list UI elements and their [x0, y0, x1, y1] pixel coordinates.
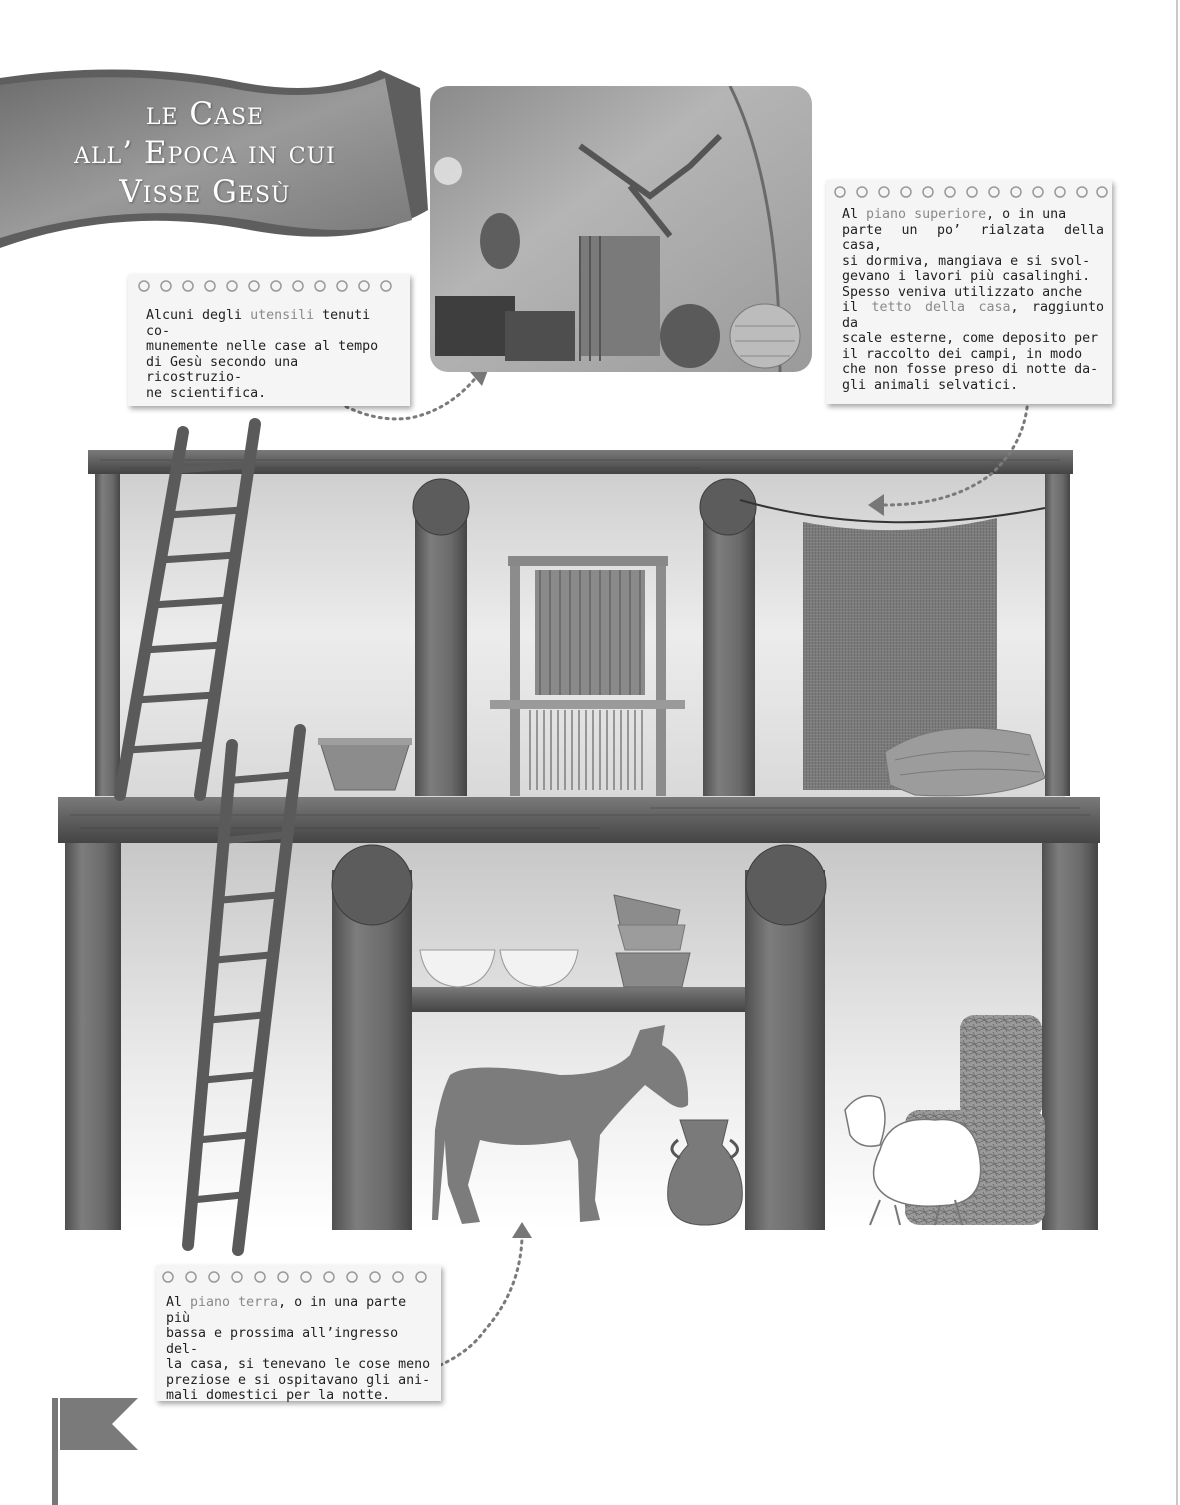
- title-line-2: all’ Epoca in cui: [74, 135, 336, 171]
- shelf: [412, 987, 745, 1012]
- flag-icon: [52, 1398, 138, 1505]
- bowl-icon: [320, 742, 410, 790]
- upper-post-center-left: [415, 500, 467, 796]
- stacked-bowls: [616, 953, 690, 987]
- page-title: [40, 95, 370, 212]
- highlight-piano-terra: piano terra: [190, 1295, 279, 1310]
- note-upper-floor-text: Al piano superiore, o in una parte un po’ rialzata della casa, si dormiva, mangiava e si svol- gevano i lavori più casalinghi. Spesso veniva utilizzato anche il tetto della casa, raggiunto da scale esterne, come deposito per il raccolto dei campi, in modo che non fosse preso di notte da- gli animali selvatici.: [842, 207, 1104, 393]
- upper-post-left: [95, 474, 120, 796]
- title-line-3: Visse Gesù: [119, 174, 291, 210]
- beam-end-1: [413, 479, 469, 535]
- highlight-utensili: utensili: [250, 308, 315, 323]
- roof-beam: [88, 450, 1073, 474]
- note-utensils: [128, 274, 410, 406]
- note-ground-floor-text: Al piano terra, o in una parte più bassa e prossima all’ingresso del- la casa, si tenevano le cose meno preziose e si ospitavano gli ani- mali domestici per la notte.: [166, 1295, 431, 1403]
- note-rings: [156, 1265, 441, 1289]
- highlight-tetto: tetto della casa: [871, 300, 1011, 315]
- note-rings: [128, 274, 410, 298]
- title-line-1: le Case: [145, 96, 265, 132]
- upper-post-right: [1045, 474, 1070, 796]
- upper-post-center-right: [703, 500, 755, 796]
- beam-end-2: [700, 479, 756, 535]
- note-upper-floor: [826, 180, 1112, 404]
- utensils-photo: [430, 86, 812, 372]
- lower-post-left: [65, 843, 121, 1230]
- highlight-piano-superiore: piano superiore: [866, 207, 987, 222]
- note-rings: [826, 180, 1112, 204]
- floor-beam: [58, 797, 1100, 843]
- note-ground-floor: [156, 1265, 441, 1401]
- lower-post-right: [1042, 843, 1098, 1230]
- note-utensils-text: Alcuni degli utensili tenuti co- munemente nelle case al tempo di Gesù secondo una ricostruzio- ne scientifica.: [146, 308, 379, 401]
- hay-bale-icon: [960, 1015, 1042, 1120]
